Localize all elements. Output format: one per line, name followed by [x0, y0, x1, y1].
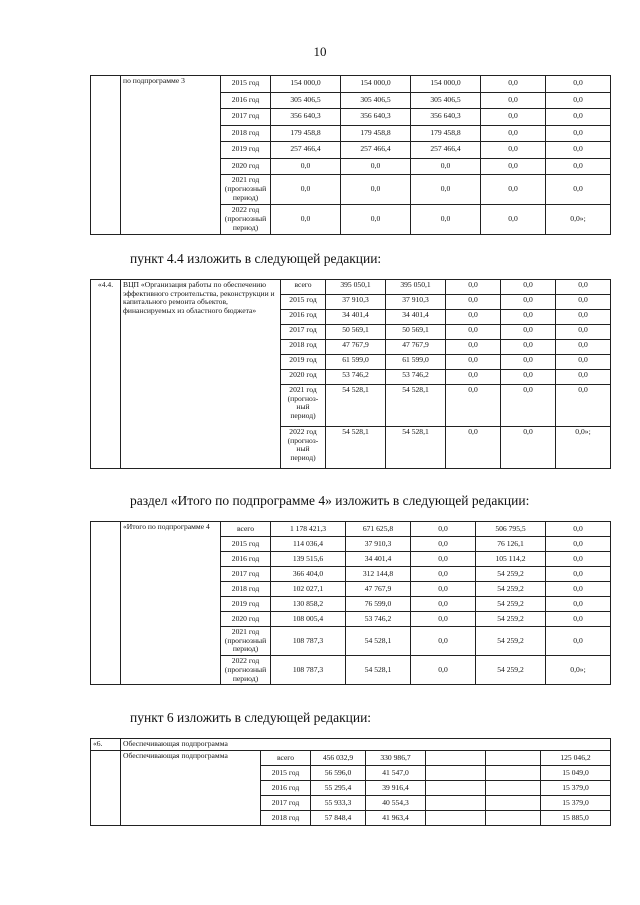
- amount-cell: [426, 766, 486, 781]
- amount-cell: 15 049,0: [541, 766, 611, 781]
- amount-cell: 0,0: [411, 656, 476, 685]
- period-cell: 2019 год: [221, 597, 271, 612]
- amount-cell: 0,0: [411, 537, 476, 552]
- amount-cell: 0,0: [446, 295, 501, 310]
- amount-cell: [426, 751, 486, 766]
- amount-cell: 0,0: [501, 427, 556, 469]
- instruction-item-6: пункт 6 изложить в следующей редакции:: [130, 710, 372, 725]
- section-title-cell: Обеспечивающая подпрограмма: [121, 739, 611, 751]
- amount-cell: 0,0: [501, 310, 556, 325]
- amount-cell: 0,0»;: [546, 205, 611, 235]
- amount-cell: 139 515,6: [271, 552, 346, 567]
- amount-cell: 56 596,0: [311, 766, 366, 781]
- amount-cell: 0,0: [556, 280, 611, 295]
- amount-cell: 61 599,0: [326, 355, 386, 370]
- amount-cell: 0,0: [341, 175, 411, 205]
- table-row: [91, 76, 611, 93]
- period-cell: 2022 год (прогнозный период): [221, 656, 271, 685]
- amount-cell: 1 178 421,3: [271, 522, 346, 537]
- amount-cell: 0,0: [546, 175, 611, 205]
- amount-cell: 0,0: [546, 597, 611, 612]
- amount-cell: 0,0: [556, 355, 611, 370]
- amount-cell: 0,0: [556, 370, 611, 385]
- amount-cell: 395 050,1: [386, 280, 446, 295]
- amount-cell: 61 599,0: [386, 355, 446, 370]
- period-cell: всего: [281, 280, 326, 295]
- amount-cell: 15 379,0: [541, 796, 611, 811]
- amount-cell: 356 640,3: [411, 109, 481, 126]
- instruction-total-subprogram-4: раздел «Итого по подпрограмме 4» изложить в следующей редакции:: [130, 493, 530, 508]
- amount-cell: 0,0: [546, 552, 611, 567]
- amount-cell: 39 916,4: [366, 781, 426, 796]
- amount-cell: 0,0: [411, 158, 481, 175]
- row-label-cell: ВЦП «Организация работы по обеспечению эффективного строительства, реконструкции и капитального ремонта объектов, финансируемых из областного бюджета»: [121, 280, 281, 469]
- amount-cell: 0,0: [501, 280, 556, 295]
- amount-cell: 0,0: [411, 175, 481, 205]
- amount-cell: 0,0: [481, 142, 546, 159]
- period-cell: 2022 год (прогнозный период): [221, 205, 271, 235]
- table-item-4-4: [90, 279, 611, 469]
- period-cell: 2016 год: [221, 92, 271, 109]
- period-cell: 2017 год: [221, 109, 271, 126]
- row-number-cell: [91, 751, 121, 826]
- amount-cell: 305 406,5: [411, 92, 481, 109]
- amount-cell: 54 259,2: [476, 656, 546, 685]
- period-cell: 2019 год: [221, 142, 271, 159]
- amount-cell: 0,0: [481, 76, 546, 93]
- period-cell: 2022 год (прогноз-ный период): [281, 427, 326, 469]
- amount-cell: [486, 796, 541, 811]
- period-cell: 2016 год: [261, 781, 311, 796]
- amount-cell: 0,0: [446, 370, 501, 385]
- amount-cell: 54 528,1: [386, 427, 446, 469]
- row-number-cell: [91, 522, 121, 685]
- amount-cell: 54 259,2: [476, 567, 546, 582]
- period-cell: 2015 год: [261, 766, 311, 781]
- period-cell: 2021 год (прогноз-ный период): [281, 385, 326, 427]
- amount-cell: 0,0: [546, 567, 611, 582]
- amount-cell: [486, 751, 541, 766]
- amount-cell: 53 746,2: [326, 370, 386, 385]
- table-row: [91, 522, 611, 537]
- amount-cell: 0,0: [341, 158, 411, 175]
- amount-cell: 108 005,4: [271, 612, 346, 627]
- amount-cell: 34 401,4: [386, 310, 446, 325]
- amount-cell: 55 295,4: [311, 781, 366, 796]
- amount-cell: 0,0: [481, 175, 546, 205]
- period-cell: всего: [261, 751, 311, 766]
- table-subprogram-3-totals: [90, 75, 611, 235]
- amount-cell: 0,0: [546, 158, 611, 175]
- amount-cell: 0,0: [271, 175, 341, 205]
- amount-cell: 0,0: [501, 295, 556, 310]
- period-cell: 2017 год: [221, 567, 271, 582]
- amount-cell: 55 933,3: [311, 796, 366, 811]
- amount-cell: 0,0: [546, 142, 611, 159]
- amount-cell: 0,0: [556, 340, 611, 355]
- amount-cell: 179 458,8: [341, 125, 411, 142]
- amount-cell: 0,0: [546, 627, 611, 656]
- amount-cell: 47 767,9: [326, 340, 386, 355]
- amount-cell: 0,0: [446, 427, 501, 469]
- amount-cell: 0,0: [501, 370, 556, 385]
- period-cell: 2017 год: [261, 796, 311, 811]
- amount-cell: 76 599,0: [346, 597, 411, 612]
- amount-cell: 0,0: [556, 385, 611, 427]
- amount-cell: 356 640,3: [271, 109, 341, 126]
- amount-cell: 0,0: [341, 205, 411, 235]
- amount-cell: 125 046,2: [541, 751, 611, 766]
- period-cell: 2020 год: [221, 158, 271, 175]
- amount-cell: 54 259,2: [476, 597, 546, 612]
- amount-cell: 54 259,2: [476, 627, 546, 656]
- row-label-cell: Обеспечивающая подпрограмма: [121, 751, 261, 826]
- amount-cell: 0,0: [501, 355, 556, 370]
- amount-cell: 456 032,9: [311, 751, 366, 766]
- amount-cell: 34 401,4: [346, 552, 411, 567]
- amount-cell: 0,0: [446, 340, 501, 355]
- period-cell: 2016 год: [281, 310, 326, 325]
- amount-cell: 0,0: [271, 205, 341, 235]
- amount-cell: 312 144,8: [346, 567, 411, 582]
- table-row: [91, 751, 611, 766]
- amount-cell: 108 787,3: [271, 627, 346, 656]
- amount-cell: 257 466,4: [341, 142, 411, 159]
- amount-cell: 54 259,2: [476, 582, 546, 597]
- amount-cell: [426, 781, 486, 796]
- amount-cell: 37 910,3: [386, 295, 446, 310]
- amount-cell: 0,0: [446, 355, 501, 370]
- amount-cell: 0,0: [481, 125, 546, 142]
- amount-cell: 671 625,8: [346, 522, 411, 537]
- row-number-cell: «4.4.: [91, 280, 121, 469]
- amount-cell: 0,0: [546, 76, 611, 93]
- amount-cell: 50 569,1: [326, 325, 386, 340]
- amount-cell: 53 746,2: [346, 612, 411, 627]
- amount-cell: 37 910,3: [346, 537, 411, 552]
- amount-cell: 0,0: [546, 537, 611, 552]
- amount-cell: 330 986,7: [366, 751, 426, 766]
- amount-cell: 54 528,1: [386, 385, 446, 427]
- amount-cell: 366 404,0: [271, 567, 346, 582]
- amount-cell: 50 569,1: [386, 325, 446, 340]
- amount-cell: 40 554,3: [366, 796, 426, 811]
- amount-cell: 0,0: [411, 522, 476, 537]
- period-cell: 2021 год (прогнозный период): [221, 627, 271, 656]
- period-cell: 2018 год: [221, 125, 271, 142]
- amount-cell: 0,0: [411, 205, 481, 235]
- amount-cell: 179 458,8: [411, 125, 481, 142]
- amount-cell: 0,0: [411, 627, 476, 656]
- amount-cell: 15 379,0: [541, 781, 611, 796]
- amount-cell: 54 528,1: [326, 385, 386, 427]
- amount-cell: 257 466,4: [271, 142, 341, 159]
- amount-cell: 154 000,0: [341, 76, 411, 93]
- amount-cell: 0,0: [501, 385, 556, 427]
- amount-cell: 0,0: [481, 109, 546, 126]
- amount-cell: [426, 811, 486, 826]
- amount-cell: 130 858,2: [271, 597, 346, 612]
- amount-cell: 0,0: [411, 582, 476, 597]
- amount-cell: 0,0: [556, 295, 611, 310]
- amount-cell: 179 458,8: [271, 125, 341, 142]
- amount-cell: 47 767,9: [346, 582, 411, 597]
- amount-cell: 0,0: [411, 552, 476, 567]
- row-label-cell: по подпрограмме 3: [121, 76, 221, 235]
- amount-cell: 0,0: [446, 385, 501, 427]
- amount-cell: 105 114,2: [476, 552, 546, 567]
- amount-cell: 0,0: [546, 612, 611, 627]
- amount-cell: [486, 811, 541, 826]
- amount-cell: 0,0: [446, 280, 501, 295]
- amount-cell: 0,0: [411, 612, 476, 627]
- period-cell: 2015 год: [221, 76, 271, 93]
- amount-cell: 41 547,0: [366, 766, 426, 781]
- instruction-item-4-4: пункт 4.4 изложить в следующей редакции:: [130, 251, 382, 266]
- amount-cell: 0,0: [481, 158, 546, 175]
- period-cell: 2018 год: [281, 340, 326, 355]
- period-cell: 2019 год: [281, 355, 326, 370]
- amount-cell: 0,0: [271, 158, 341, 175]
- amount-cell: 37 910,3: [326, 295, 386, 310]
- amount-cell: 54 528,1: [346, 656, 411, 685]
- amount-cell: 0,0: [501, 325, 556, 340]
- amount-cell: 154 000,0: [411, 76, 481, 93]
- amount-cell: 0,0: [556, 310, 611, 325]
- period-cell: 2015 год: [281, 295, 326, 310]
- row-number-cell: «6.: [91, 739, 121, 751]
- amount-cell: 0,0»;: [556, 427, 611, 469]
- amount-cell: 102 027,1: [271, 582, 346, 597]
- row-label-cell: «Итого по подпрограмме 4: [121, 522, 221, 685]
- amount-cell: 0,0: [446, 310, 501, 325]
- amount-cell: 0,0: [446, 325, 501, 340]
- amount-cell: 0,0: [546, 92, 611, 109]
- amount-cell: 305 406,5: [271, 92, 341, 109]
- period-cell: 2020 год: [281, 370, 326, 385]
- amount-cell: 53 746,2: [386, 370, 446, 385]
- amount-cell: 54 259,2: [476, 612, 546, 627]
- period-cell: 2016 год: [221, 552, 271, 567]
- amount-cell: 0,0: [546, 582, 611, 597]
- amount-cell: 0,0: [481, 92, 546, 109]
- table-row: [91, 280, 611, 295]
- amount-cell: 0,0: [481, 205, 546, 235]
- amount-cell: 356 640,3: [341, 109, 411, 126]
- amount-cell: 76 126,1: [476, 537, 546, 552]
- row-number-cell: [91, 76, 121, 235]
- amount-cell: [486, 766, 541, 781]
- amount-cell: 305 406,5: [341, 92, 411, 109]
- amount-cell: 0,0: [556, 325, 611, 340]
- period-cell: 2018 год: [261, 811, 311, 826]
- period-cell: 2018 год: [221, 582, 271, 597]
- amount-cell: [486, 781, 541, 796]
- amount-cell: 154 000,0: [271, 76, 341, 93]
- amount-cell: 54 528,1: [346, 627, 411, 656]
- amount-cell: 506 795,5: [476, 522, 546, 537]
- period-cell: 2020 год: [221, 612, 271, 627]
- amount-cell: 0,0: [546, 522, 611, 537]
- table-total-subprogram-4: [90, 521, 611, 685]
- page-number: 10: [313, 44, 327, 59]
- amount-cell: 0,0: [501, 340, 556, 355]
- period-cell: всего: [221, 522, 271, 537]
- amount-cell: 54 528,1: [326, 427, 386, 469]
- amount-cell: [426, 796, 486, 811]
- amount-cell: 257 466,4: [411, 142, 481, 159]
- amount-cell: 114 036,4: [271, 537, 346, 552]
- table-header-row: [91, 739, 611, 751]
- amount-cell: 0,0: [546, 109, 611, 126]
- amount-cell: 0,0: [546, 125, 611, 142]
- amount-cell: 47 767,9: [386, 340, 446, 355]
- amount-cell: 0,0: [411, 567, 476, 582]
- amount-cell: 41 963,4: [366, 811, 426, 826]
- table-item-6: [90, 738, 611, 826]
- period-cell: 2015 год: [221, 537, 271, 552]
- amount-cell: 0,0»;: [546, 656, 611, 685]
- amount-cell: 34 401,4: [326, 310, 386, 325]
- period-cell: 2021 год (прогнозный период): [221, 175, 271, 205]
- amount-cell: 108 787,3: [271, 656, 346, 685]
- amount-cell: 15 885,0: [541, 811, 611, 826]
- amount-cell: 395 050,1: [326, 280, 386, 295]
- period-cell: 2017 год: [281, 325, 326, 340]
- amount-cell: 0,0: [411, 597, 476, 612]
- amount-cell: 57 848,4: [311, 811, 366, 826]
